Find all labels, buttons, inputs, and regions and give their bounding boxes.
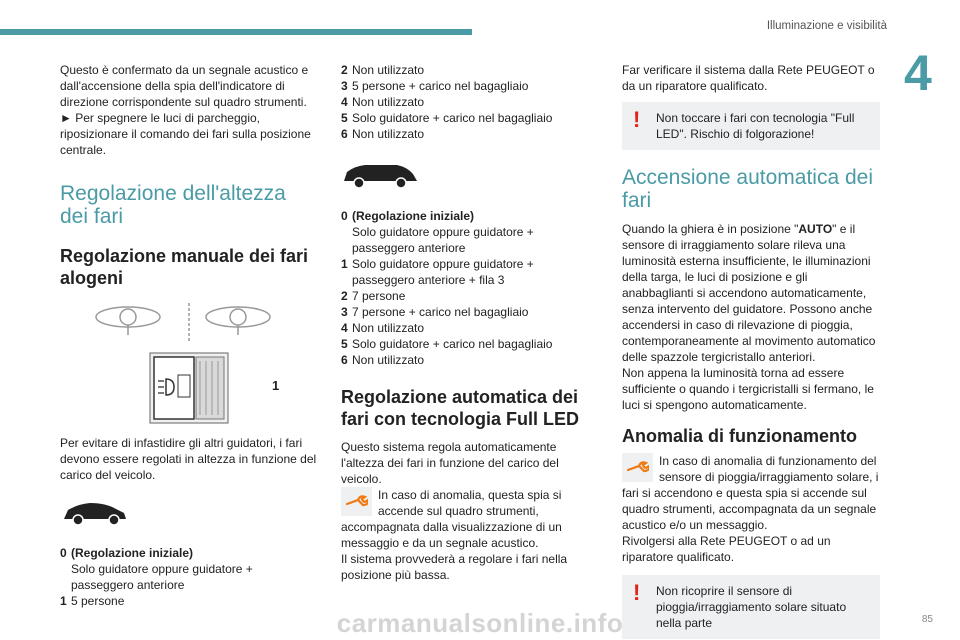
list-item: 4 Non utilizzato bbox=[341, 95, 425, 109]
headlamp-diagram bbox=[60, 301, 318, 425]
list-item: 0 (Regolazione iniziale) Solo guidatore oppure guidatore + passeggero anteriore bbox=[341, 209, 534, 255]
auto-level-paragraph: Questo sistema regola automaticamente l'altezza dei fari in funzione del carico del veicolo. bbox=[341, 440, 559, 486]
fallback-note: Il sistema provvederà a regolare i fari nella posizione più bassa. bbox=[341, 552, 568, 582]
contact-paragraph: Rivolgersi alla Rete PEUGEOT o ad un riparatore qualificato. bbox=[622, 534, 831, 564]
load-list-7seat bbox=[341, 208, 599, 368]
auto-off-paragraph: Non appena la luminosità torna ad essere sufficiente o quando i tergicristalli si fermano, le luci si spengono automaticamente. bbox=[622, 366, 874, 412]
malfunction-block bbox=[622, 453, 880, 533]
list-item: 1 5 persone bbox=[60, 594, 125, 608]
header-bar bbox=[0, 29, 472, 35]
body-paragraph: Per evitare di infastidire gli altri guidatori, i fari devono essere regolati in altezza in funzione del carico del veicolo. bbox=[60, 436, 317, 482]
subsection-title-manual: Regolazione manuale dei fari alogeni bbox=[60, 246, 309, 288]
warning-box-led bbox=[622, 102, 880, 150]
list-item: 1 Solo guidatore oppure guidatore + passeggero anteriore + fila 3 bbox=[341, 257, 534, 287]
column-1 bbox=[60, 62, 318, 609]
wrench-warning-icon bbox=[341, 487, 372, 516]
warning-exclamation-icon: ! bbox=[633, 580, 641, 605]
page-number: 85 bbox=[921, 614, 933, 625]
list-item: 6 Non utilizzato bbox=[341, 353, 425, 367]
intro-paragraph: Questo è confermato da un segnale acustico e dall'accensione della spia dell'indicatore di direzione corrispondente sul quadro strumenti. bbox=[60, 63, 309, 109]
list-item: 2 Non utilizzato bbox=[341, 63, 425, 77]
load-list-5seat bbox=[341, 62, 599, 142]
warning-exclamation-icon: ! bbox=[633, 107, 641, 132]
wrench-warning-icon bbox=[622, 453, 653, 482]
column-2 bbox=[341, 62, 599, 583]
watermark: carmanualsonline.info bbox=[336, 608, 624, 638]
list-item: 3 7 persone + carico nel bagagliaio bbox=[341, 305, 529, 319]
list-item: 3 5 persone + carico nel bagagliaio bbox=[341, 79, 529, 93]
warning-text: Non toccare i fari con tecnologia "Full LED". Rischio di folgorazione! bbox=[656, 111, 855, 141]
chapter-number: 4 bbox=[904, 45, 932, 101]
section-title-auto-lights: Accensione automatica dei fari bbox=[622, 166, 873, 212]
list-item: 5 Solo guidatore + carico nel bagagliaio bbox=[341, 111, 553, 125]
section-title-height: Regolazione dell'altezza dei fari bbox=[60, 182, 286, 228]
car-7seat-icon bbox=[341, 156, 421, 192]
car-icon bbox=[60, 495, 130, 529]
anomaly-paragraph: In caso di anomalia, questa spia si accende sul quadro strumenti, accompagnata dalla visualizzazione di un messaggio e da un segnale acustico. bbox=[341, 488, 562, 550]
list-item: 0 (Regolazione iniziale) Solo guidatore oppure guidatore + passeggero anteriore bbox=[60, 546, 253, 592]
knob-position-label: 1 bbox=[272, 378, 280, 393]
malfunction-paragraph: In caso di anomalia di funzionamento del sensore di pioggia/irraggiamento solare, i fari si accendono e questa spia si accende sul quadro strumenti, accompagnata da un segnale acustico e/o un messaggio. bbox=[622, 454, 879, 532]
subsection-title-malfunction: Anomalia di funzionamento bbox=[622, 426, 858, 446]
anomaly-block bbox=[341, 487, 599, 551]
column-3 bbox=[622, 62, 880, 639]
list-item: 2 7 persone bbox=[341, 289, 406, 303]
header-title: Illuminazione e visibilità bbox=[766, 20, 887, 32]
auto-lights-paragraph: Quando la ghiera è in posizione "AUTO" e il sensore di irraggiamento solare rileva una luminosità esterna insufficiente, le illuminazioni della targa, le luci di posizione e gli anabbaglianti si accendono automaticamente, senza intervento del guidatore. Possono anche accendersi in caso di rilevazione di pioggia, contemporaneamente al movimento automatico delle spazzole tergicristallo anteriori. bbox=[622, 222, 876, 364]
list-item: 6 Non utilizzato bbox=[341, 127, 425, 141]
instruction-step: ► Per spegnere le luci di parcheggio, riposizionare il comando dei fari sulla posizione centrale. bbox=[60, 111, 311, 157]
list-item: 4 Non utilizzato bbox=[341, 321, 425, 335]
list-item: 5 Solo guidatore + carico nel bagagliaio bbox=[341, 337, 553, 351]
subsection-title-auto: Regolazione automatica dei fari con tecnologia Full LED bbox=[341, 387, 580, 429]
steering-wheel-icon bbox=[60, 301, 318, 425]
check-paragraph: Far verificare il sistema dalla Rete PEUGEOT o da un riparatore qualificato. bbox=[622, 63, 875, 93]
warning-text: Non ricoprire il sensore di pioggia/irraggiamento solare situato nella parte bbox=[656, 584, 847, 630]
load-list-manual bbox=[60, 545, 318, 609]
